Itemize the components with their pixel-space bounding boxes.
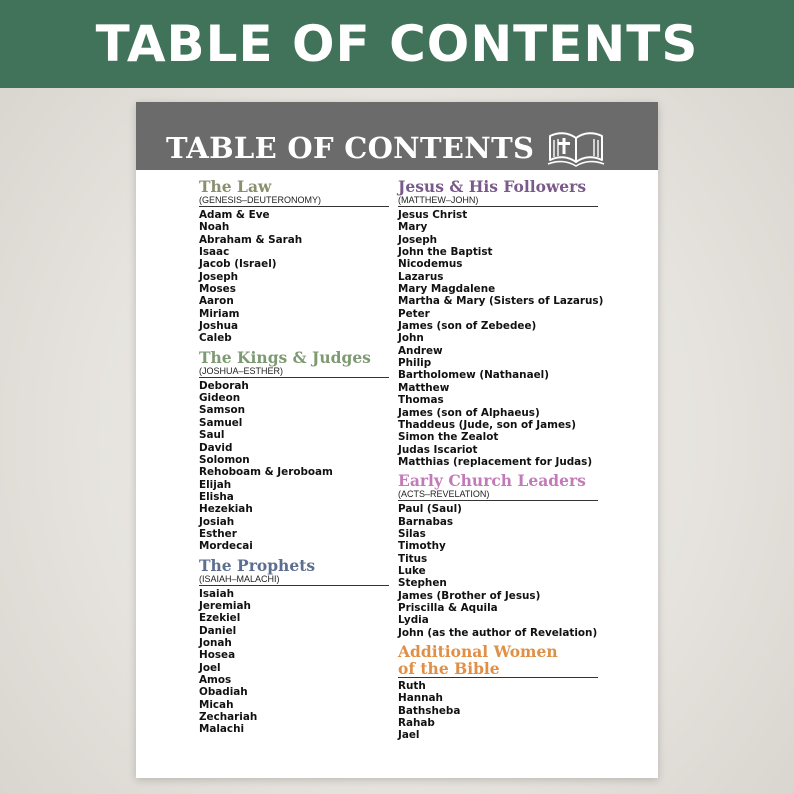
list-item: Daniel [199, 624, 237, 637]
section-range-jesus: (MATTHEW–JOHN) [398, 195, 598, 207]
right-column [398, 177, 604, 742]
list-item: Lydia [398, 614, 429, 627]
list-item: Ezekiel [199, 612, 241, 625]
list-item: Saul [199, 429, 225, 442]
section-title-kings: The Kings & Judges [199, 347, 371, 367]
list-item: Lazarus [398, 270, 444, 283]
list-item: Samuel [199, 416, 243, 429]
list-item: Bartholomew (Nathanael) [398, 369, 549, 382]
list-item: Ruth [398, 680, 426, 692]
section-kings-judges [199, 349, 389, 553]
list-item: Judas Iscariot [398, 443, 478, 456]
list-item: Mary [398, 221, 428, 234]
list-item: Obadiah [199, 686, 248, 699]
list-item: John (as the author of Revelation) [398, 626, 598, 639]
list-item: Priscilla & Aquila [398, 601, 498, 614]
list-item: Joseph [398, 233, 438, 246]
section-the-law [199, 178, 389, 345]
section-title-law: The Law [199, 177, 272, 196]
list-item: Jonah [199, 636, 232, 649]
kings-list [199, 380, 389, 553]
list-item: Philip [398, 357, 432, 370]
list-item: John the Baptist [398, 246, 493, 259]
top-banner [0, 0, 794, 88]
list-item: Isaac [199, 246, 230, 259]
list-item: Luke [398, 564, 426, 577]
open-bible-cross-icon [546, 124, 606, 170]
list-item: Abraham & Sarah [199, 233, 303, 246]
list-item: Rehoboam & Jeroboam [199, 466, 333, 479]
list-item: Joseph [199, 270, 239, 283]
list-item: Paul (Saul) [398, 503, 462, 516]
list-item: David [199, 441, 233, 454]
list-item: John [398, 332, 424, 345]
section-range-church: (ACTS–REVELATION) [398, 489, 598, 501]
section-range-kings: (JOSHUA–ESTHER) [199, 366, 389, 378]
list-item: Bathsheba [398, 704, 461, 717]
list-item: Jael [398, 729, 420, 742]
list-item: Titus [398, 552, 428, 565]
list-item: Samson [199, 404, 246, 417]
list-item: Matthias (replacement for Judas) [398, 455, 593, 468]
list-item: Caleb [199, 332, 232, 345]
list-item: Elisha [199, 490, 234, 503]
list-item: Moses [199, 283, 236, 296]
list-item: Hezekiah [199, 503, 253, 516]
section-additional-women [398, 643, 598, 742]
list-item: Elijah [199, 478, 232, 491]
list-item: Hannah [398, 692, 443, 705]
section-title-jesus: Jesus & His Followers [398, 177, 587, 196]
list-item: Adam & Eve [199, 209, 270, 221]
list-item: Rahab [398, 717, 435, 730]
list-item: Joshua [199, 320, 238, 333]
list-item: James (son of Alphaeus) [398, 406, 540, 419]
list-item: Micah [199, 698, 234, 711]
list-item: Barnabas [398, 515, 454, 528]
list-item: Andrew [398, 344, 443, 357]
list-item: Isaiah [199, 587, 235, 600]
list-item: Mary Magdalene [398, 283, 496, 296]
list-item: Jeremiah [199, 599, 251, 612]
list-item: Amos [199, 674, 232, 686]
law-list [199, 209, 389, 345]
prophets-list [199, 588, 389, 736]
section-title-women-line1: Additional Women [398, 642, 558, 661]
church-list [398, 503, 598, 639]
jesus-list [398, 209, 604, 468]
section-range-law: (GENESIS–DEUTERONOMY) [199, 195, 389, 207]
banner-title: TABLE OF CONTENTS [95, 15, 699, 73]
list-item: Noah [199, 221, 230, 234]
list-item: Matthew [398, 381, 450, 394]
list-item: Joel [199, 661, 221, 674]
section-title-church: Early Church Leaders [398, 471, 586, 491]
list-item: Zechariah [199, 711, 258, 724]
list-item: Mordecai [199, 540, 253, 553]
section-range-prophets: (ISAIAH–MALACHI) [199, 574, 389, 586]
section-early-church [398, 472, 598, 639]
list-item: Malachi [199, 723, 245, 736]
list-item: James (son of Zebedee) [398, 320, 537, 333]
list-item: Timothy [398, 540, 446, 553]
list-item: Josiah [199, 515, 235, 528]
list-item: Gideon [199, 392, 241, 405]
list-item: Martha & Mary (Sisters of Lazarus) [398, 295, 604, 308]
list-item: Peter [398, 307, 430, 320]
document-page [136, 102, 658, 778]
list-item: Thomas [398, 394, 444, 407]
list-item: Nicodemus [398, 258, 463, 271]
list-item: Silas [398, 527, 426, 540]
section-title-prophets: The Prophets [199, 555, 316, 575]
page-header [136, 102, 658, 170]
page-title: TABLE OF CONTENTS [166, 131, 535, 165]
section-prophets [199, 557, 389, 736]
list-item: Jesus Christ [398, 209, 468, 221]
women-list [398, 680, 598, 742]
section-jesus-followers [398, 177, 604, 468]
list-item: Esther [199, 527, 237, 540]
list-item: Aaron [199, 295, 234, 308]
list-item: Solomon [199, 453, 250, 466]
list-item: Simon the Zealot [398, 431, 499, 444]
section-title-women-line2: of the Bible [398, 659, 500, 678]
list-item: Miriam [199, 307, 240, 320]
list-item: Thaddeus (Jude, son of James) [398, 418, 576, 431]
list-item: Hosea [199, 649, 236, 662]
list-item: Deborah [199, 379, 249, 392]
list-item: Stephen [398, 577, 447, 590]
left-column [199, 178, 389, 736]
list-item: Jacob (Israel) [199, 258, 277, 271]
list-item: James (Brother of Jesus) [398, 589, 541, 602]
